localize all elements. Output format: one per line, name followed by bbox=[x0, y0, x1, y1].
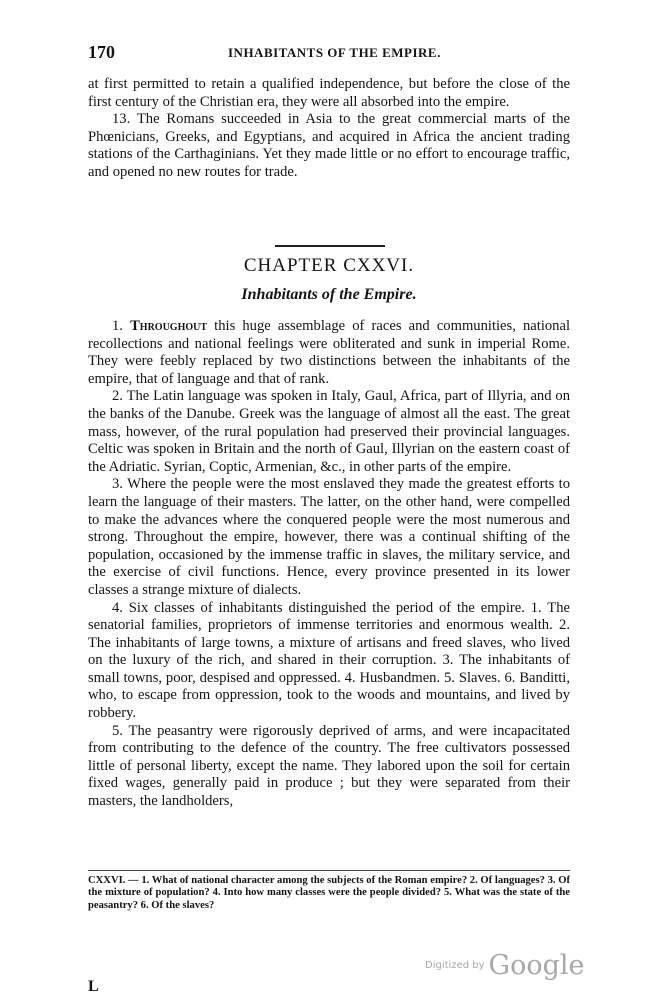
chapter-body bbox=[88, 318, 570, 811]
paragraph-continued: at first permitted to retain a qualified independence, but before the close of the first century of the Christian era, they were all absorbed into the empire. bbox=[88, 76, 570, 110]
chapter-subtitle: Inhabitants of the Empire. bbox=[241, 286, 417, 303]
running-head: INHABITANTS OF THE EMPIRE. bbox=[228, 45, 441, 60]
paragraph-1 bbox=[88, 318, 570, 388]
paragraph-1-text: this huge assemblage of races and communities, national recollections and national feelings were obliterated and sunk in imperial Rome. They were feebly replaced by two distinctions between the inhabitants of the empire, that of language and that of rank. bbox=[88, 318, 570, 387]
paragraph-5: 5. The peasantry were rigorously deprived of arms, and were incapacitated from contributing to the defence of the country. The free cultivators possessed little of personal liberty, except the name. They labored upon the soil for certain fixed wages, generally paid in produce ; but they were separated from their masters, the landholders, bbox=[88, 722, 570, 810]
paragraph-2: 2. The Latin language was spoken in Italy, Gaul, Africa, part of Illyria, and on the banks of the Danube. Greek was the language of almost all the east. The great mass, however, of the rural population had preserved their provincial languages. Celtic was spoken in Britain and the north of Gaul, Illyrian on the eastern coast of the Adriatic. Syrian, Coptic, Armenian, &c., in other parts of the empire. bbox=[88, 388, 570, 475]
paragraph-1-lead-word: Throughout bbox=[130, 318, 208, 334]
section-divider bbox=[275, 245, 385, 247]
chapter-title: CHAPTER CXXVI. bbox=[243, 255, 415, 276]
digitized-watermark bbox=[425, 950, 584, 981]
paragraph-13: 13. The Romans succeeded in Asia to the great commercial marts of the Phœnicians, Greeks, and Egyptians, and acquired in Africa the ancient trading stations of the Carthaginians. Yet they made little or no effort to encourage traffic, and opened no new routes for trade. bbox=[88, 111, 570, 180]
watermark-prefix: Digitized by bbox=[425, 960, 485, 971]
watermark-brand: Google bbox=[488, 950, 585, 981]
paragraph-3: 3. Where the people were the most enslaved they made the greatest efforts to learn the language of their masters. The latter, on the other hand, were compelled to make the advances where the conquered people were the most numerous and strong. Throughout the empire, however, there was a continual shifting of the population, occasioned by the immense traffic in slaves, the military service, and the exercise of civil functions. Hence, every province presented in its lower classes a strange mixture of dialects. bbox=[88, 476, 570, 598]
intro-text bbox=[88, 76, 570, 182]
footnote-rule bbox=[88, 870, 570, 871]
page-number: 170 bbox=[88, 42, 115, 62]
corner-mark: L bbox=[88, 978, 99, 995]
study-questions-footnote: CXXVI. — 1. What of national character among the subjects of the Roman empire? 2. Of languages? 3. Of the mixture of population? 4. Into how many classes were the people divided? 5. What was the state of the peasantry? 6. Of the slaves? bbox=[88, 875, 570, 911]
paragraph-4: 4. Six classes of inhabitants distinguished the period of the empire. 1. The senatorial families, proprietors of immense territories and enormous wealth. 2. The inhabitants of large towns, a mixture of artisans and freed slaves, who lived on the luxury of the rich, and shared in their corruption. 3. The inhabitants of small towns, poor, despised and oppressed. 4. Husbandmen. 5. Slaves. 6. Banditti, who, to escape from oppression, took to the woods and mountains, and lived by robbery. bbox=[88, 599, 570, 722]
paragraph-1-number: 1. bbox=[112, 318, 131, 334]
page-header bbox=[88, 42, 568, 66]
